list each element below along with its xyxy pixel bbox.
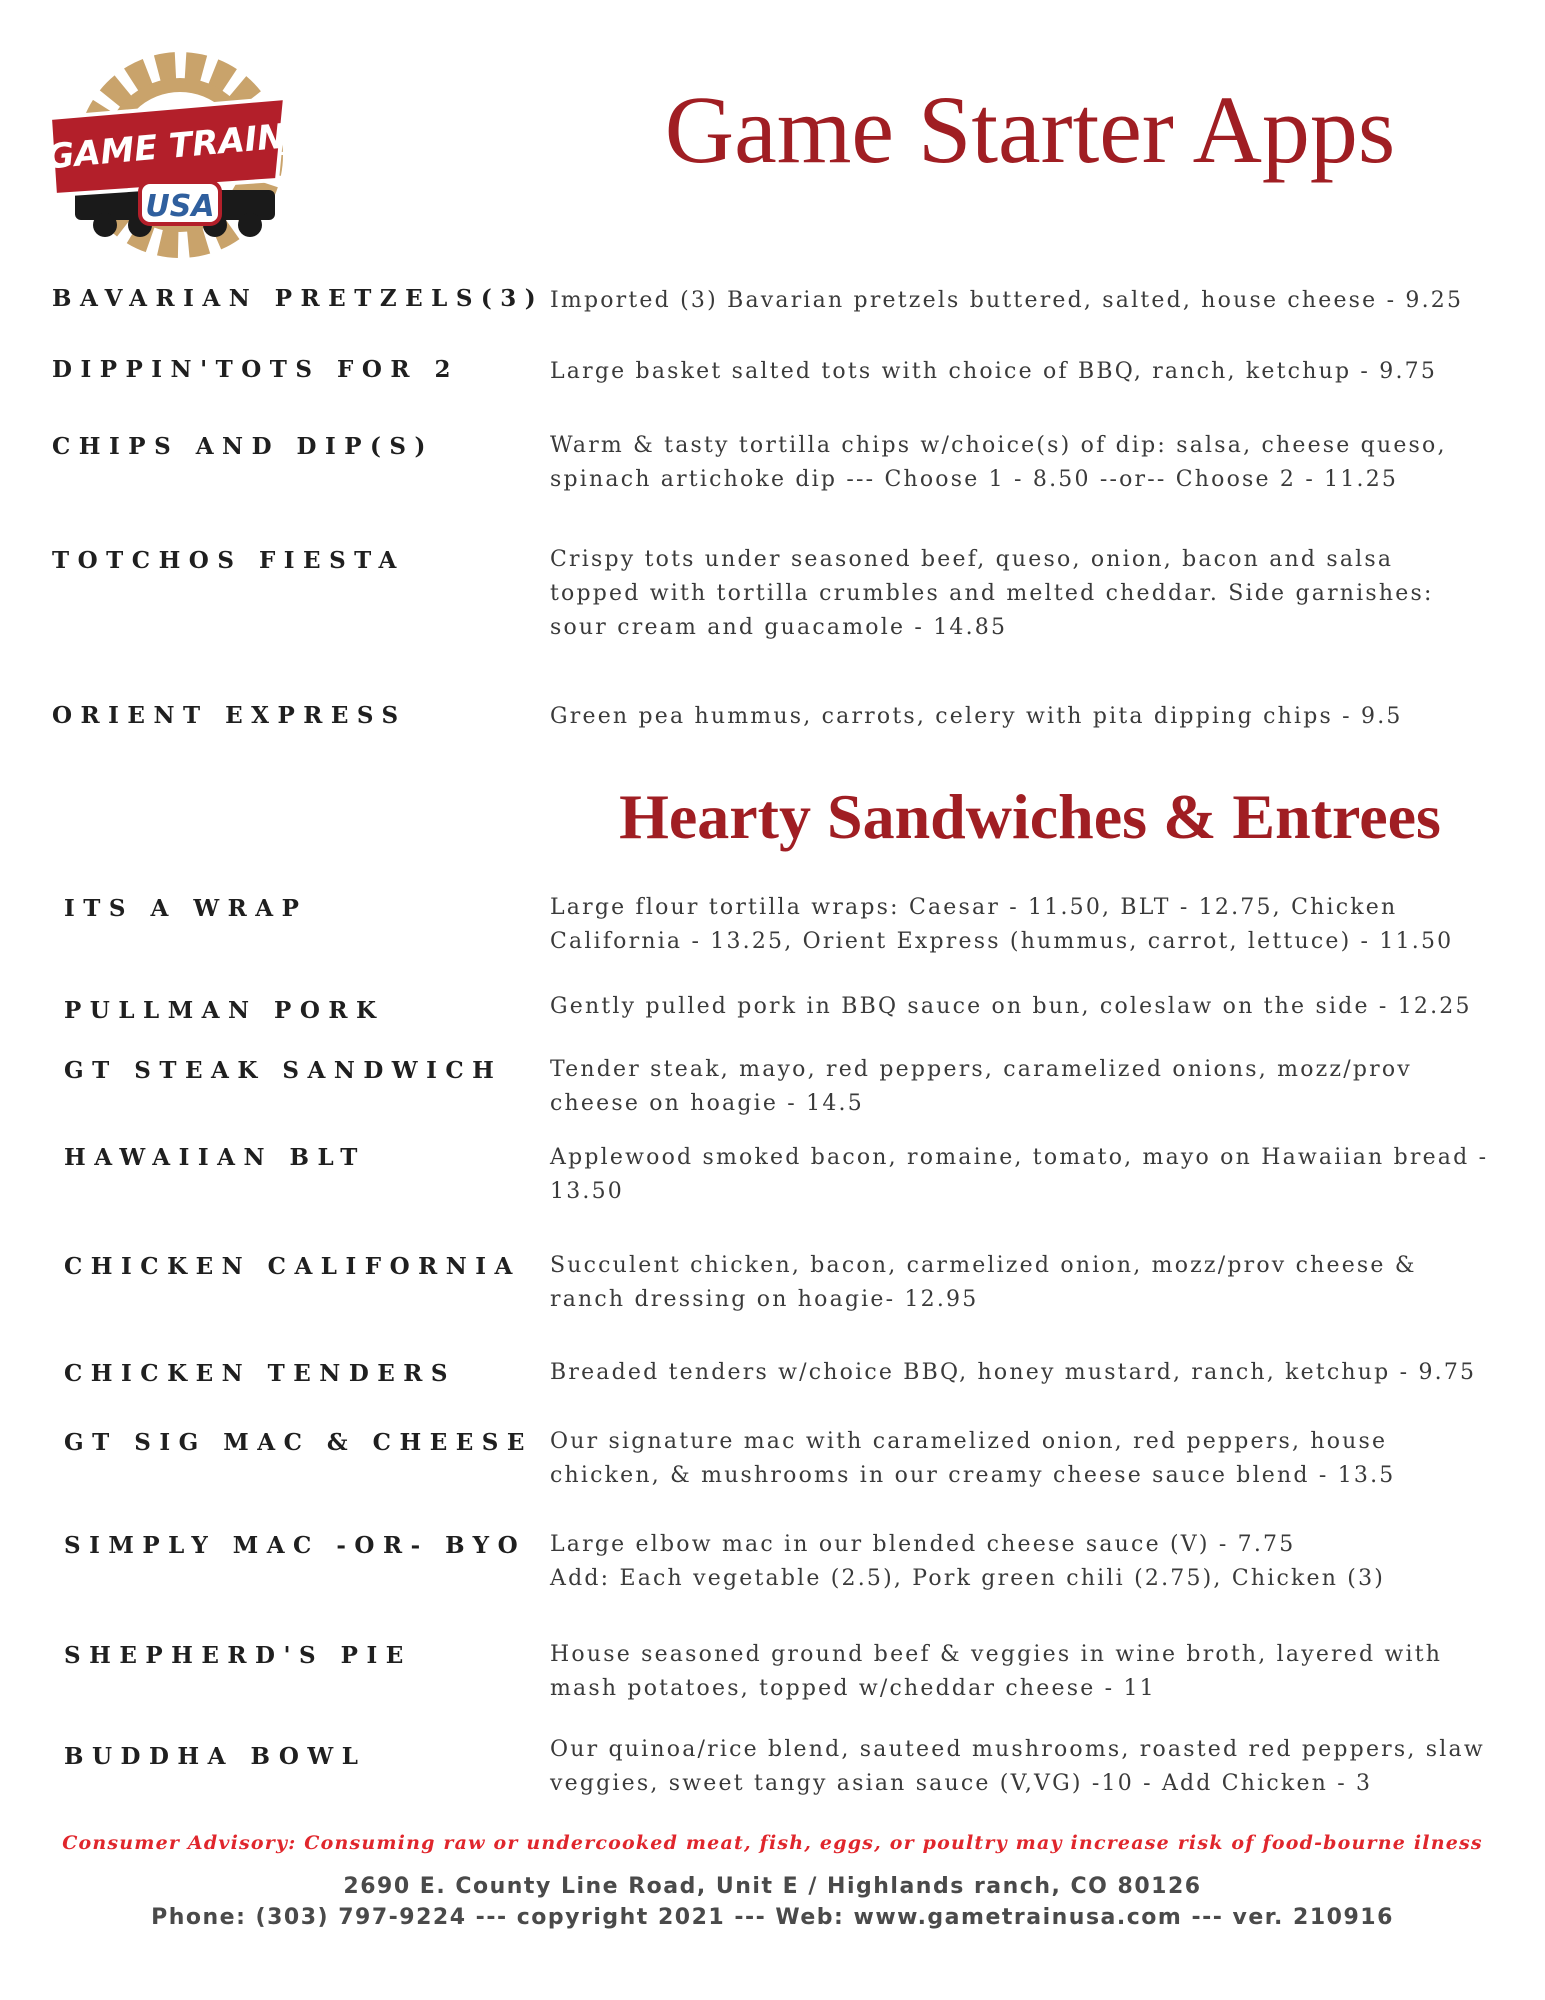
gametrain-logo [45,40,295,260]
starter-desc: Imported (3) Bavarian pretzels buttered, salted, house cheese - 9.25 [550,288,1464,313]
entree-desc: Succulent chicken, bacon, carmelized onion, mozz/prov cheese & ranch dressing on hoagie- 12.95 [550,1253,1417,1312]
starter-name: TOTCHOS FIESTA [52,547,405,574]
entree-name: CHICKEN TENDERS [64,1360,457,1387]
starter-name: BAVARIAN PRETZELS(3) [52,285,545,312]
entree-name: SHEPHERD'S PIE [64,1642,412,1669]
starter-desc: Green pea hummus, carrots, celery with pita dipping chips - 9.5 [550,704,1403,729]
starter-desc: Crispy tots under seasoned beef, queso, onion, bacon and salsa topped with tortilla crumbles and melted cheddar. Side garnishes: sour cream and guacamole - 14.85 [550,547,1434,640]
starter-desc: Large basket salted tots with choice of BBQ, ranch, ketchup - 9.75 [550,359,1438,384]
entree-name: CHICKEN CALIFORNIA [64,1253,521,1280]
entree-name: HAWAIIAN BLT [64,1144,366,1171]
starter-desc: Warm & tasty tortilla chips w/choice(s) of dip: salsa, cheese queso, spinach artichoke dip --- Choose 1 - 8.50 --or-- Choose 2 - 11.25 [550,433,1447,492]
entree-desc: Our quinoa/rice blend, sauteed mushrooms, roasted red peppers, slaw veggies, sweet tangy asian sauce (V,VG) -10 - Add Chicken - 3 [550,1737,1485,1796]
entree-name: GT STEAK SANDWICH [64,1057,503,1084]
entree-desc: Our signature mac with caramelized onion, red peppers, house chicken, & mushrooms in our creamy cheese sauce blend - 13.5 [550,1429,1396,1488]
entree-desc: Large flour tortilla wraps: Caesar - 11.50, BLT - 12.75, Chicken California - 13.25, Orient Express (hummus, carrot, lettuce) - 11.50 [550,895,1454,954]
page-title: Game Starter Apps [664,76,1396,183]
footer-contact: Phone: (303) 797-9224 --- copyright 2021 --- Web: www.gametrainusa.com --- ver. 210916 [151,1905,1394,1930]
entree-name: SIMPLY MAC -OR- BYO [64,1532,527,1559]
logo-usa-text: USA [145,189,215,224]
starter-name: DIPPIN'TOTS FOR 2 [52,356,459,383]
entree-desc: Gently pulled pork in BBQ sauce on bun, coleslaw on the side - 12.25 [550,994,1472,1019]
starter-name: ORIENT EXPRESS [52,702,407,729]
entree-desc: House seasoned ground beef & veggies in wine broth, layered with mash potatoes, topped w/cheddar cheese - 11 [550,1642,1443,1701]
entree-desc: Tender steak, mayo, red peppers, caramelized onions, mozz/prov cheese on hoagie - 14.5 [550,1057,1412,1116]
starter-name: CHIPS AND DIP(S) [52,433,434,460]
entree-name: BUDDHA BOWL [64,1743,367,1770]
entree-desc: Breaded tenders w/choice BBQ, honey mustard, ranch, ketchup - 9.75 [550,1360,1477,1385]
entree-name: PULLMAN PORK [64,997,385,1024]
entree-desc: Applewood smoked bacon, romaine, tomato, mayo on Hawaiian bread - 13.50 [550,1145,1489,1204]
entree-name: GT SIG MAC & CHEESE [64,1429,533,1456]
footer-address: 2690 E. County Line Road, Unit E / Highlands ranch, CO 80126 [343,1874,1202,1899]
consumer-advisory: Consumer Advisory: Consuming raw or undercooked meat, fish, eggs, or poultry may increase risk of food-bourne ilness [62,1832,1483,1854]
section-title: Hearty Sandwiches & Entrees [619,781,1441,852]
entree-name: ITS A WRAP [64,895,308,922]
logo-text: GAME TRAIN [45,116,288,178]
entree-desc: Large elbow mac in our blended cheese sauce (V) - 7.75 Add: Each vegetable (2.5), Pork green chili (2.75), Chicken (3) [550,1532,1386,1591]
